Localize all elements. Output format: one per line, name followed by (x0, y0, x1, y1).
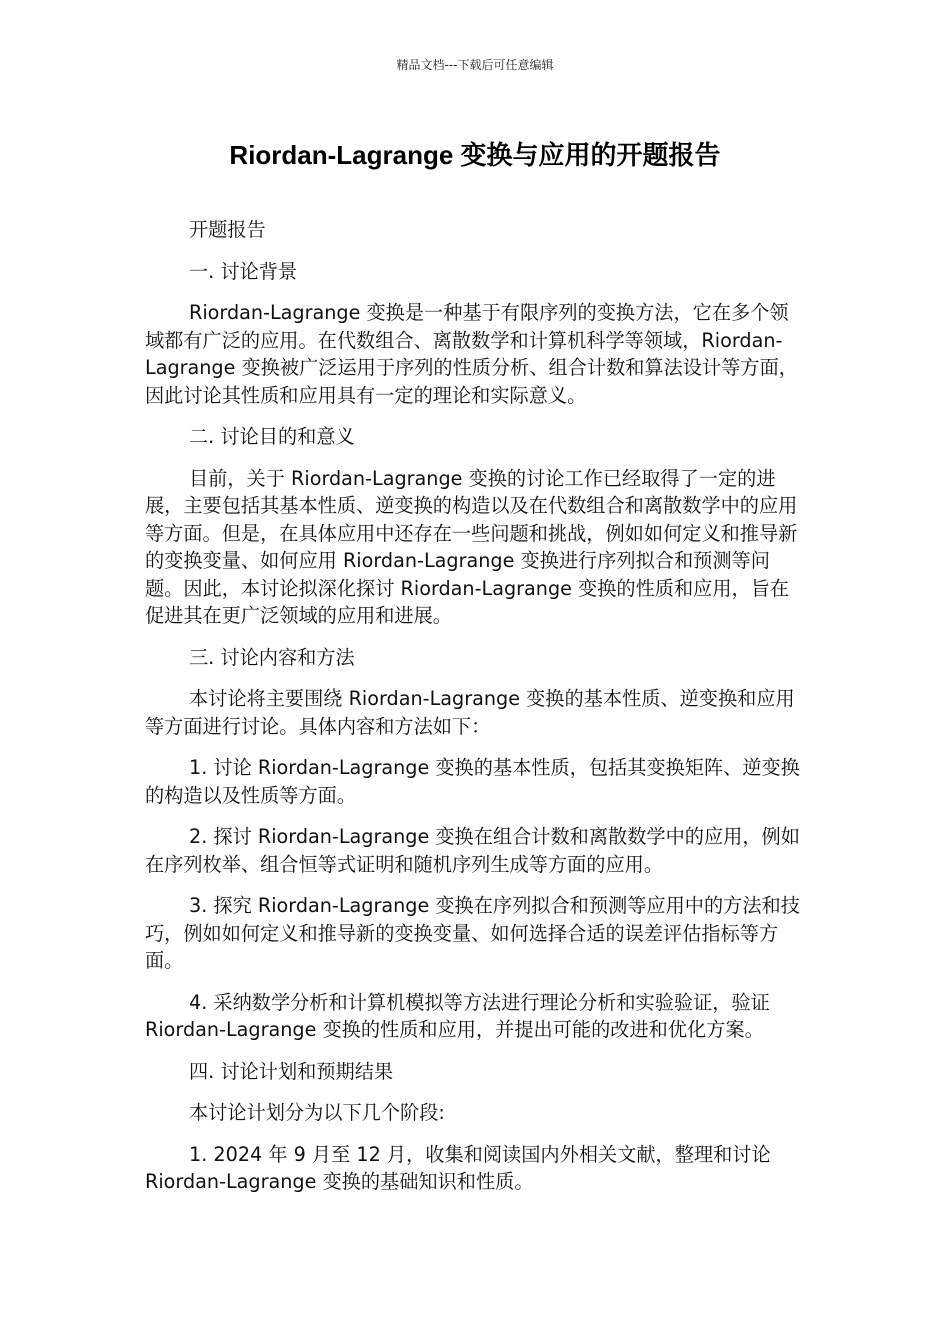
list-item-content-4: 4. 采纳数学分析和计算机模拟等方法进行理论分析和实验验证，验证 Riordan-Lagrange 变换的性质和应用，并提出可能的改进和优化方案。 (145, 990, 770, 1041)
paragraph-report-label: 开题报告 (189, 218, 266, 241)
list-item-content-3: 3. 探究 Riordan-Lagrange 变换在序列拟合和预测等应用中的方法和技巧，例如如何定义和推导新的变换变量、如何选择合适的误差评估指标等方面。 (145, 894, 800, 972)
section-heading-purpose: 二. 讨论目的和意义 (189, 425, 355, 448)
section-heading-content-methods: 三. 讨论内容和方法 (189, 645, 355, 669)
paragraph-plan-intro: 本讨论计划分为以下几个阶段: (189, 1101, 445, 1124)
paragraph-content-intro: 本讨论将主要围绕 Riordan-Lagrange 变换的基本性质、逆变换和应用等方面进行讨论。具体内容和方法如下： (145, 687, 795, 738)
paragraph-purpose: 目前，关于 Riordan-Lagrange 变换的讨论工作已经取得了一定的进展，主要包括其基本性质、逆变换的构造以及在代数组合和离散数学中的应用等方面。但是，在具体应用中还存在一些问题和挑战，例如如何定义和推导新的变换变量、如何应用 Riordan-Lagrange 变换进行序列拟合和预测等问题。因此，本讨论拟深化探讨 Riordan-Lagrange 变换的性质和应用，旨在促进其在更广泛领域的应用和进展。 (145, 466, 798, 627)
section-heading-plan: 四. 讨论计划和预期结果 (189, 1059, 394, 1083)
paragraph-background: Riordan-Lagrange 变换是一种基于有限序列的变换方法，它在多个领域都有广泛的应用。在代数组合、离散数学和计算机科学等领域，Riordan-Lagrange 变换被广泛运用于序列的性质分析、组合计数和算法设计等方面，因此讨论其性质和应用具有一定的理论和实际意义。 (145, 301, 798, 407)
header-note: 精品文档---下载后可任意编辑 (396, 58, 554, 72)
list-item-plan-1: 1. 2024 年 9 月至 12 月，收集和阅读国内外相关文献，整理和讨论 Riordan-Lagrange 变换的基础知识和性质。 (145, 1142, 771, 1193)
document-title: Riordan-Lagrange 变换与应用的开题报告 (229, 140, 721, 170)
document-body (145, 216, 807, 1210)
list-item-content-2: 2. 探讨 Riordan-Lagrange 变换在组合计数和离散数学中的应用，例如在序列枚举、组合恒等式证明和随机序列生成等方面的应用。 (145, 825, 800, 876)
list-item-content-1: 1. 讨论 Riordan-Lagrange 变换的基本性质，包括其变换矩阵、逆变换的构造以及性质等方面。 (145, 756, 800, 807)
section-heading-background: 一. 讨论背景 (189, 259, 298, 283)
